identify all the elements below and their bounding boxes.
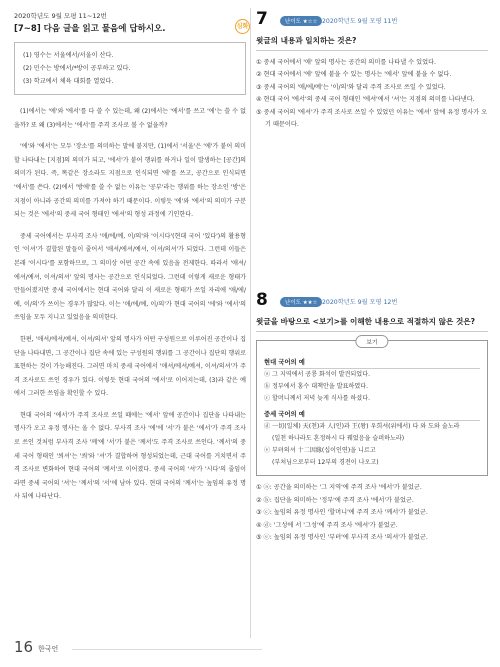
- question-7-option-4[interactable]: ④ 현대 국어 '에서'의 중세 국어 형태인 '에셔'에서 '셔'는 지점의 의미를 나타낸다.: [256, 96, 475, 104]
- question-7-options: [256, 57, 488, 131]
- question-8-number: 8: [256, 290, 268, 311]
- example-1: (1) 영수는 서울에서/서울이 산다.: [23, 52, 114, 59]
- column-divider: [250, 8, 251, 638]
- middle-example-d-gloss: (일천 하나라도 혼정하시 다 꿰었음을 슬퍼하노라): [272, 435, 405, 443]
- middle-example-d: ⓓ 一切(일체) 天(천)과 人(인)과 王(왕) 우희셔(위에서) 다 와 도와 술노라: [264, 423, 460, 431]
- footer-rule: [72, 649, 262, 650]
- difficulty-logo: 심화: [235, 19, 250, 34]
- question-8-option-4[interactable]: ④ ⓓ: '그성에 서 '그성'에 주격 조사 '에셔'가 붙었군.: [256, 521, 398, 529]
- modern-example-b: ⓑ 정부에서 홍수 대책안을 발표하였다.: [264, 383, 369, 391]
- question-7-difficulty-badge: 난이도 ★☆☆: [280, 16, 322, 26]
- question-8-option-1[interactable]: ① ⓐ: 공간을 의미하는 '그 지역'에 주격 조사 '에서'가 붙었군.: [256, 484, 422, 492]
- passage-paragraph-5: 현대 국어의 '에서'가 주격 조사로 쓰일 때에는 '에서' 앞에 공간이나 집단을 나타내는 명사가 오고 유정 명사는 올 수 없다. 부사격 조사 '에'에 '서'가 붙은 '에서'가 주격 조사로 쓰인 것처럼 부사격 조사 '께'에 '서'가 붙은 '께서'도 주격 조사로 쓰인다. '께서'의 중세 국어 형태인 '씌셔'는 '씌'와 '셔'가 결합하여 형성되었는데, 근대 국어를 거치면서 주격 조사로 변화하여 현대 국어의 '께서'로 이어졌다. 중세 국어의 '셔'가 '시다'의 줄임이라면 중세 국어의 '셔'는 '께서'의 '서'에 남아 있다. 현대 국어의 '께서'는 높임의 유정 명사 뒤에 나타난다.: [14, 411, 246, 501]
- example-3: (3) 학교에서 체육 대회를 열었다.: [23, 78, 114, 85]
- question-7-option-5[interactable]: ⑤ 중세 국어의 '에셔'가 주격 조사로 쓰일 수 있었던 이유는 '에셔' 앞에 유정 명사가 오기 때문이다.: [256, 108, 488, 129]
- question-8-text: 윗글을 바탕으로 <보기>를 이해한 내용으로 적절하지 않은 것은?: [256, 316, 488, 332]
- passage-instruction: [14, 22, 249, 34]
- question-8-option-2[interactable]: ② ⓑ: 집단을 의미하는 '정부'에 주격 조사 '에서'가 붙었군.: [256, 496, 414, 504]
- modern-example-c: ⓒ 할머니께서 저녁 늦게 식사를 하셨다.: [264, 395, 371, 403]
- question-8-source: 2020학년도 9월 모평 12번: [322, 299, 398, 307]
- passage-paragraph-2: '에'와 '에서'는 모두 '장소'를 의미하는 말에 붙지만, (1)에서 '서울'은 '에'가 붙어 의미할 나타내는 [지점]의 의미가 되고, '에서'가 붙어 행위를 하거나 일이 발생하는 [공간]의 의미가 된다. 즉, 똑같은 장소라도 지점으로 인식되면 '에'를 쓰고, 공간으로 인식되면 '에서'를 쓴다. (2)에서 '방에'를 쓸 수 없는 이유는 '공부'라는 행위를 하는 장소인 '방'은 지점이 아니라 공간의 의미를 가져야 하기 때문이다. 이렇듯 '에'와 '에서'의 의미가 구분되는 것은 '에서'의 중세 국어 형태인 '에셔'의 형성 과정에 기인한다.: [14, 143, 246, 219]
- passage-source: 2020학년도 9월 모평 11~12번: [14, 12, 107, 20]
- question-8-difficulty-badge: 난이도 ★★☆: [280, 297, 322, 307]
- question-7-option-1[interactable]: ① 중세 국어에서 '애' 앞의 명사는 공간의 의미를 나타낼 수 있었다.: [256, 59, 437, 66]
- passage-paragraph-4: 한편, '애셔/에셔/예셔, 이셔/의셔' 앞의 명사가 어떤 구성원으로 이루어진 공간이나 집단을 나타내면, 그 공간이나 집단 속에 있는 구성원의 행위를 그 공간이나 집단의 행위로 표현하는 것이 가능해진다. 그러면 마치 중세 국어에서 '애셔/에셔/예셔, 이셔/의셔'가 주격 조사로도 쓰인 경우가 있다. 이렇듯 현대 국어의 '에서'로 이어지는데, (3)과 같은 예에서 그러한 쓰임을 확인할 수 있다.: [14, 335, 246, 398]
- instruction-text: [7~8] 다음 글을 읽고 물음에 답하시오.: [14, 24, 166, 34]
- question-8-option-5[interactable]: ⑤ ⓔ: 높임의 유정 명사인 '부텨'에 부사격 조사 '의셔'가 붙었군.: [256, 534, 428, 542]
- page-footer: [14, 638, 484, 658]
- bogi-label: 보기: [355, 335, 388, 348]
- middle-example-e: ⓔ 부텨의셔 十二因緣(십이인연)을 니르고: [264, 447, 376, 455]
- passage-paragraph-3: 중세 국어에서는 부사격 조사 '애/에/예, 이/의'와 '이시다'(현대 국어 '있다')의 활용형인 '이셔'가 결합된 말들이 줄어서 '애셔/에셔/예셔, 이셔/의셔'가 되었다. 그런데 이들은 본래 '이시다'를 포함하므로, 그 의미상 어떤 공간 속에 있음을 전제한다. 따라서 '애셔/에셔/예셔, 이셔/의셔' 앞의 명사는 공간으로 인식되었다. 그런데 이렇게 새로운 형태가 만들어졌지만 중세 국어에서는 현대 국어와 달리 이 새로운 형태가 쓰일 자리에 '애/에/예, 이/의'가 쓰이는 경우가 많았다. 이는 '애/에/예, 이/의'가 현대 국어의 '에'와 '에서'의 쓰임을 모두 지니고 있었음을 의미한다.: [14, 232, 246, 322]
- question-7-header: [256, 9, 488, 30]
- bogi-box: [256, 340, 488, 476]
- question-8-header: [256, 290, 488, 311]
- passage-paragraph-1: (1)에서는 '에'와 '에서'를 다 쓸 수 있는데, 왜 (2)에서는 '에서'를 쓰고 '에'는 쓸 수 없을까? 또 왜 (3)에서는 '에서'를 주격 조사로 볼 수 없을까?: [14, 108, 246, 129]
- question-8-option-3[interactable]: ③ ⓒ: 높임의 유정 명사인 '할머니'에 주격 조사 '께서'가 붙었군.: [256, 509, 428, 517]
- example-2: (2) 민수는 방에서/*방이 공부하고 있다.: [23, 65, 131, 72]
- passage-column: [14, 0, 249, 504]
- question-7-number: 7: [256, 9, 268, 29]
- question-7-option-3[interactable]: ③ 중세 국어의 '애/에/예'는 '이/의'와 달리 주격 조사로 쓰일 수 있었다.: [256, 83, 446, 91]
- page-number: 16: [14, 638, 34, 656]
- question-7-text: 윗글의 내용과 일치하는 것은?: [256, 35, 488, 51]
- modern-example-a: ⓐ 그 지역에서 공룡 화석이 발견되었다.: [264, 371, 371, 379]
- question-7-source: 2020학년도 9월 모평 11번: [322, 18, 398, 25]
- questions-column: [256, 0, 488, 544]
- question-7-option-2[interactable]: ② 현대 국어에서 '에' 앞에 붙을 수 있는 명사는 '에서' 앞에 붙을 수 없다.: [256, 71, 452, 79]
- middle-example-e-gloss: (부처님으로부터 12부의 경전이 나오고): [272, 459, 379, 467]
- blank-space: [256, 131, 488, 281]
- modern-examples-title: 현대 국어의 예: [264, 357, 480, 369]
- question-8-options: [256, 482, 488, 544]
- series-name: 한국언: [38, 645, 59, 653]
- example-box: [14, 42, 246, 95]
- middle-examples-title: 중세 국어의 예: [264, 409, 480, 421]
